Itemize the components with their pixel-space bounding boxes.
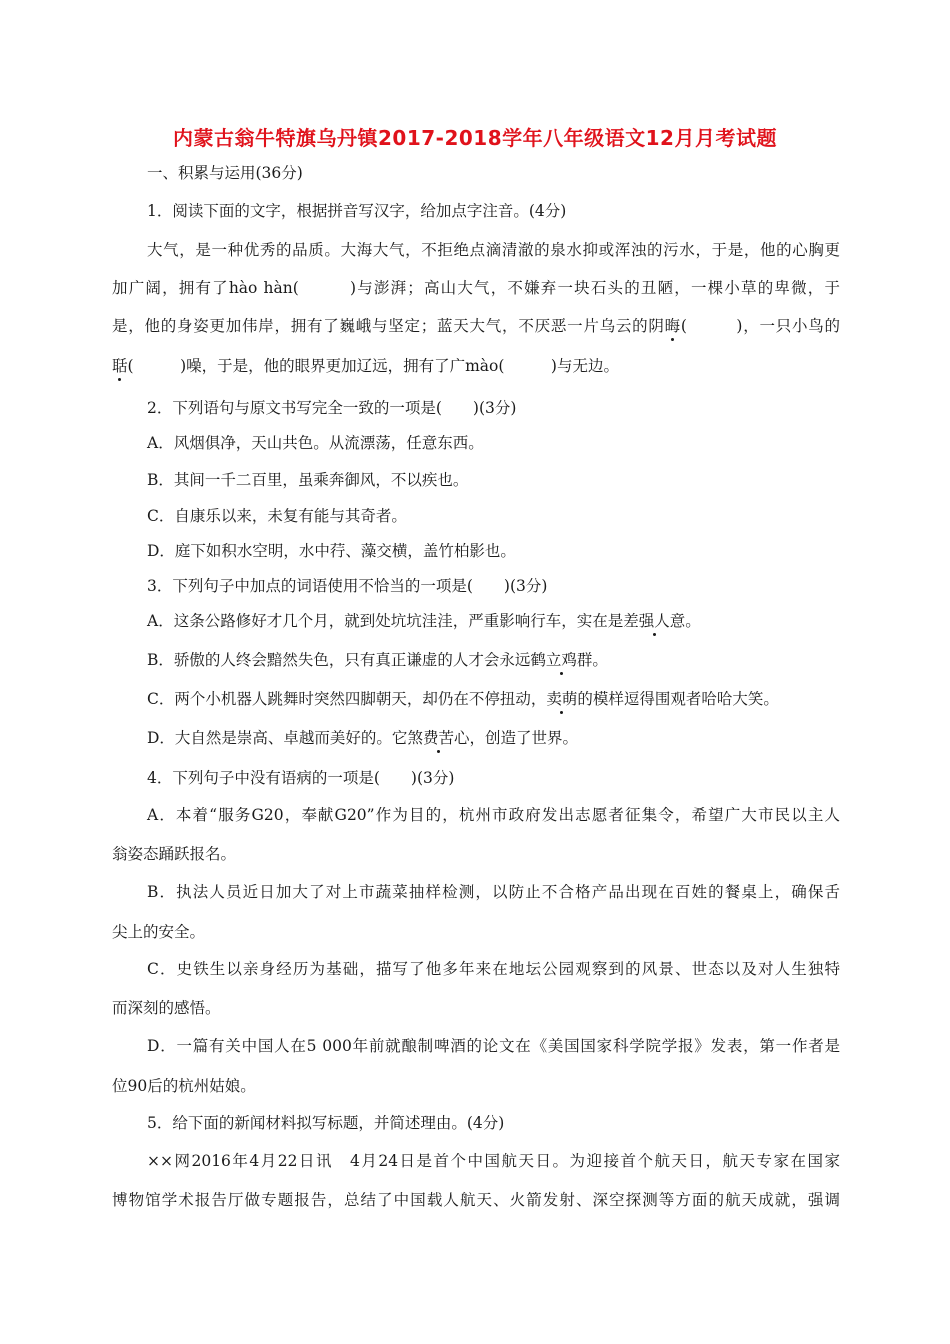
question-2-option-d: D．庭下如积水空明，水中荇、藻交横，盖竹柏影也。: [147, 542, 516, 560]
question-4-option-c: C．史铁生以亲身经历为基础，描写了他多年来在地坛公园观察到的风景、世态以及对人生独特: [147, 960, 840, 978]
page-title: 内蒙古翁牛特旗乌丹镇2017-2018学年八年级语文12月月考试题: [173, 126, 777, 150]
question-4-option-b: B．执法人员近日加大了对上市蔬菜抽样检测，以防止不合格产品出现在百姓的餐桌上，确保舌: [147, 883, 840, 901]
question-3-option-d: [147, 728, 840, 748]
question-1-paragraph-line: [112, 316, 840, 336]
text-segment: A．这条公路修好才几个月，就到处坑坑洼洼，严重影响行车，实在是: [147, 612, 624, 630]
question-5-news-line: ××网2016年4月22日讯 4月24日是首个中国航天日。为迎接首个航天日，航天专家在国家: [147, 1152, 840, 1170]
section-heading: 一、积累与运用(36分): [147, 164, 303, 182]
question-1-paragraph-line: [112, 356, 840, 376]
question-4-option-d: D．一篇有关中国人在5 000年前就酿制啤酒的论文在《美国国家科学院学报》发表，第一作者是: [147, 1037, 840, 1055]
question-4-option-c-cont: 而深刻的感悟。: [112, 999, 221, 1017]
text-segment: 的模样逗得围观者哈哈大笑。: [577, 690, 779, 708]
dotted-phrase: 煞费苦心: [407, 729, 470, 747]
question-4-option-a: A．本着“服务G20，奉献G20”作为目的，杭州市政府发出志愿者征集令，希望广大市民以主人: [147, 806, 840, 824]
dotted-character: 聒: [112, 357, 128, 375]
question-1-paragraph-line: 加广阔，拥有了hào hàn( )与澎湃；高山大气，不嫌弃一块石头的丑陋，一棵小草的卑微，于: [112, 279, 840, 297]
question-1-paragraph-line: 大气，是一种优秀的品质。大海大气，不拒绝点滴清澈的泉水抑或浑浊的污水，于是，他的心胸更: [147, 241, 840, 259]
question-3-option-c: [147, 689, 840, 709]
question-4-option-d-cont: 位90后的杭州姑娘。: [112, 1077, 256, 1095]
dotted-character: 晦: [664, 317, 681, 335]
dotted-phrase: 鹤立鸡群: [530, 651, 593, 669]
question-2-option-a: A．风烟俱净，天山共色。从流漂荡，任意东西。: [147, 434, 484, 452]
question-3-option-a: [147, 611, 840, 631]
text-segment: B．骄傲的人终会黯然失色，只有真正谦虚的人才会永远: [147, 651, 531, 669]
question-1-stem: 1．阅读下面的文字，根据拼音写汉字，给加点字注音。(4分): [147, 202, 567, 220]
question-2-option-c: C．自康乐以来，未复有能与其奇者。: [147, 507, 407, 525]
question-3-option-b: [147, 650, 840, 670]
question-2-stem: 2．下列语句与原文书写完全一致的一项是( )(3分): [147, 399, 517, 417]
text-segment: 是，他的身姿更加伟岸，拥有了巍峨与坚定；蓝天大气，不厌恶一片乌云的阴: [112, 317, 665, 335]
question-5-stem: 5．给下面的新闻材料拟写标题，并简述理由。(4分): [147, 1114, 505, 1132]
question-4-stem: 4．下列句子中没有语病的一项是( )(3分): [147, 769, 455, 787]
text-segment: 。: [685, 612, 701, 630]
question-4-option-a-cont: 翁姿态踊跃报名。: [112, 845, 237, 863]
question-5-news-line: 博物馆学术报告厅做专题报告，总结了中国载人航天、火箭发射、深空探测等方面的航天成就，强调: [112, 1191, 840, 1209]
question-4-option-b-cont: 尖上的安全。: [112, 923, 206, 941]
question-2-option-b: B．其间一千二百里，虽乘奔御风，不以疾也。: [147, 471, 469, 489]
dotted-phrase: 差强人意: [623, 612, 686, 630]
question-3-stem: 3．下列句子中加点的词语使用不恰当的一项是( )(3分): [147, 577, 548, 595]
text-segment: ( )噪，于是，他的眼界更加辽远，拥有了广mào( )与无边。: [127, 357, 619, 375]
text-segment: C．两个小机器人跳舞时突然四脚朝天，却仍在不停扭动，: [147, 690, 547, 708]
text-segment: ( )，一只小鸟的: [680, 317, 840, 335]
dotted-phrase: 卖萌: [546, 690, 578, 708]
text-segment: 。: [592, 651, 608, 669]
text-segment: ，创造了世界。: [469, 729, 578, 747]
text-segment: D．大自然是崇高、卓越而美好的。它: [147, 729, 408, 747]
